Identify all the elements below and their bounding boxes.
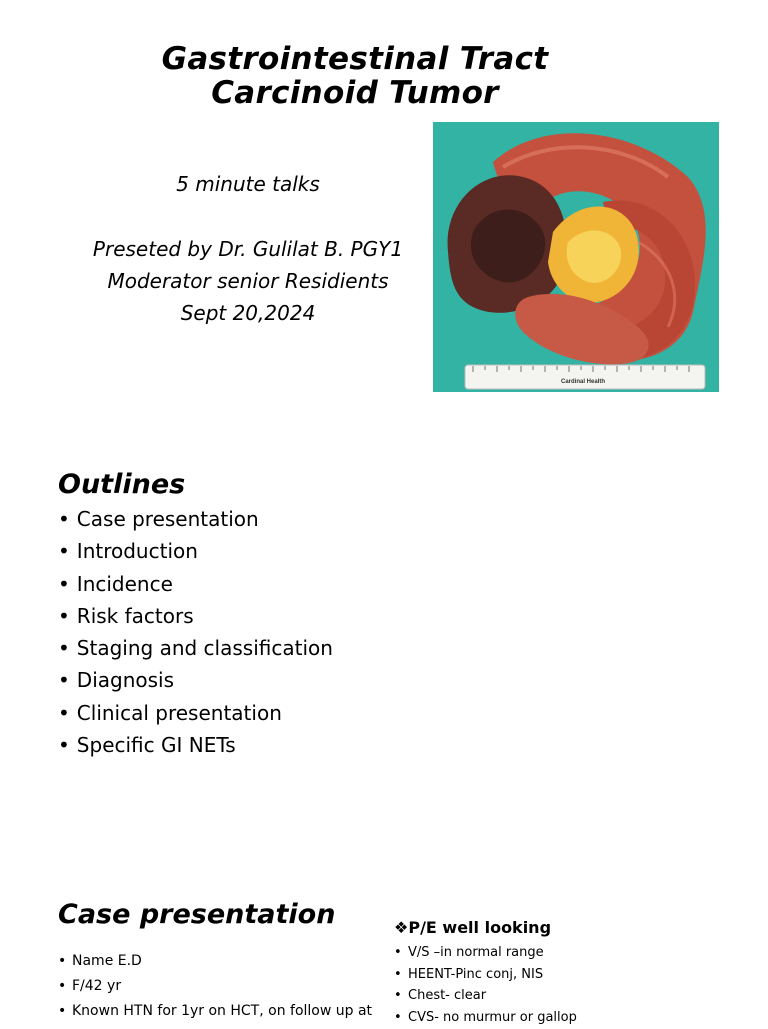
case-item: • Known HTN for 1yr on HCT, on follow up at: [58, 1000, 372, 1025]
case-item: • Name E.D: [58, 950, 372, 975]
outline-slide: [0, 455, 768, 865]
outline-item: • Risk factors: [58, 600, 333, 632]
subtitle: 5 minute talks: [176, 172, 320, 196]
specimen-photo: [433, 122, 719, 392]
slide-title: [120, 42, 590, 110]
subtitle-block: [80, 168, 416, 200]
title-line-1: Gastrointestinal Tract: [161, 41, 549, 77]
title-slide: [0, 0, 768, 430]
pe-heading-row: [394, 918, 551, 937]
specimen-illustration: [433, 122, 719, 392]
outline-list: [58, 503, 333, 761]
pe-item: • HEENT-Pinc conj, NIS: [394, 964, 577, 986]
case-heading: Case presentation: [58, 899, 336, 930]
case-details-list: [58, 950, 372, 1025]
pe-item: • CVS- no murmur or gallop: [394, 1007, 577, 1029]
case-slide: [0, 870, 768, 1024]
pe-findings-list: [394, 942, 577, 1029]
outline-heading: Outlines: [58, 469, 186, 500]
ruler-label: Cardinal Health: [560, 379, 606, 385]
outline-item: • Staging and classification: [58, 632, 333, 664]
pe-item: • V/S –in normal range: [394, 942, 577, 964]
date-line: Sept 20,2024: [180, 301, 316, 325]
outline-item: • Introduction: [58, 535, 333, 567]
outline-item: • Incidence: [58, 568, 333, 600]
outline-item: • Specific GI NETs: [58, 729, 333, 761]
presenter-line: Preseted by Dr. Gulilat B. PGY1: [92, 237, 404, 261]
moderator-line: Moderator senior Residients: [107, 269, 389, 293]
pe-heading: P/E well looking: [408, 918, 552, 937]
outline-item: • Clinical presentation: [58, 697, 333, 729]
pe-item: • Chest- clear: [394, 985, 577, 1007]
outline-item: • Case presentation: [58, 503, 333, 535]
presenter-block: [80, 233, 416, 329]
title-line-2: Carcinoid Tumor: [211, 75, 499, 111]
case-item: • F/42 yr: [58, 975, 372, 1000]
diamond-bullet-icon: ❖: [394, 918, 409, 937]
outline-item: • Diagnosis: [58, 664, 333, 696]
